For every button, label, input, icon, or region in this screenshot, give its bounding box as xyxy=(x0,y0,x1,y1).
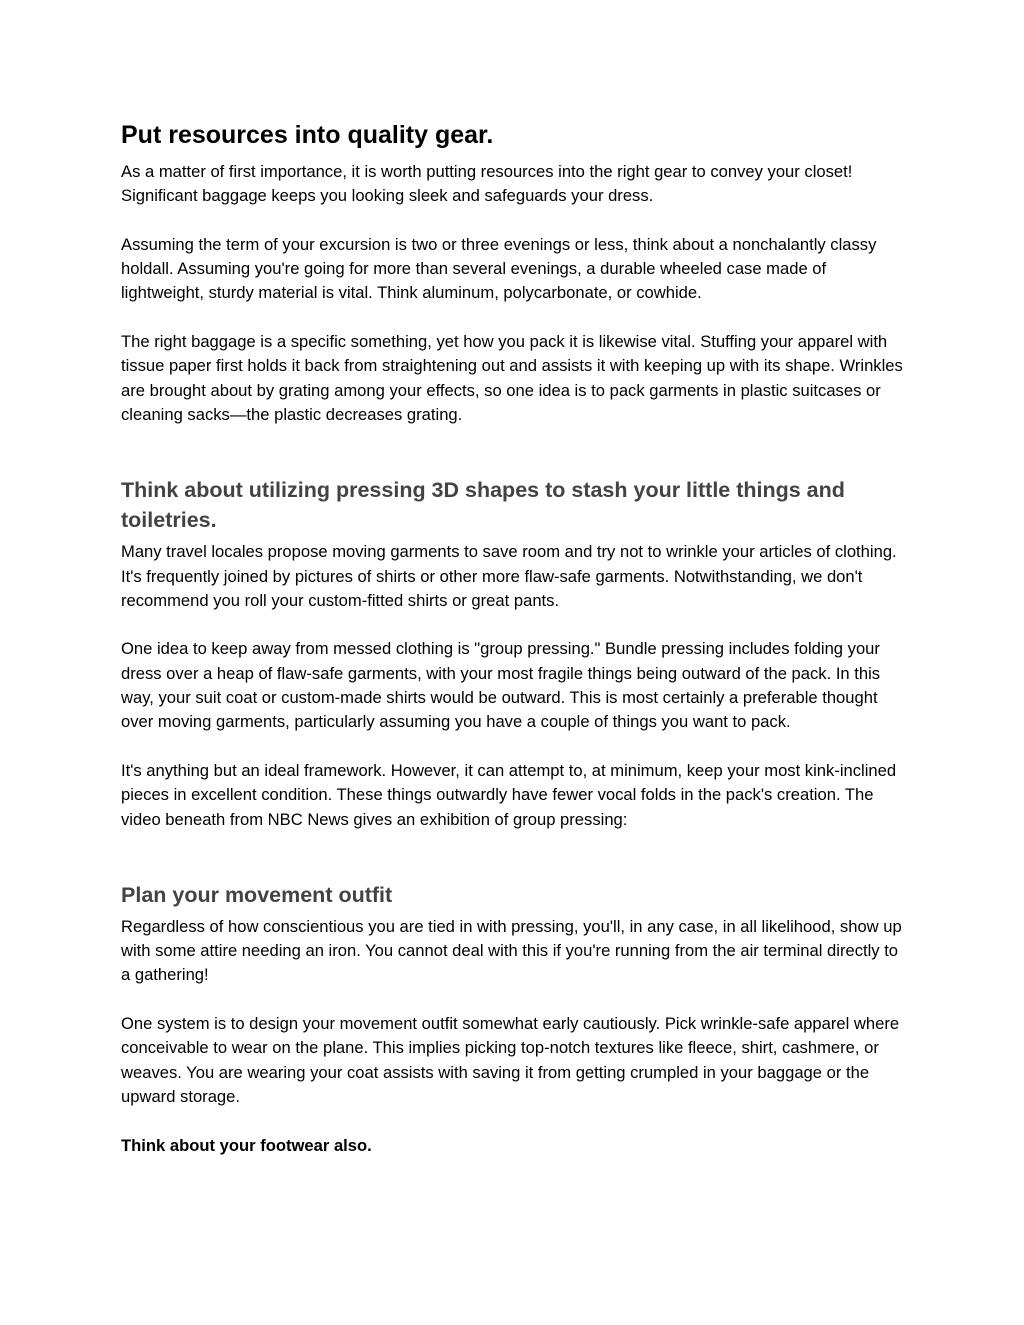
paragraph: One idea to keep away from messed clothing is "group pressing." Bundle pressing includes folding your dress over a heap of flaw-safe garments, with your most fragile things being outward of the pack. In this way, your suit coat or custom-made shirts would be outward. This is most certainly a preferable thought over moving garments, particularly assuming you have a couple of things you want to pack. xyxy=(121,639,881,732)
paragraph: As a matter of first importance, it is worth putting resources into the right gear to convey your closet! Significant baggage keeps you looking sleek and safeguards your dress. xyxy=(121,162,853,206)
paragraph: Assuming the term of your excursion is two or three evenings or less, think about a nonchalantly classy holdall. Assuming you're going for more than several evenings, a durable wheeled case made of lightweight, sturdy material is vital. Think aluminum, polycarbonate, or cowhide. xyxy=(121,234,877,303)
paragraph: Many travel locales propose moving garments to save room and try not to wrinkle your articles of clothing. It's frequently joined by pictures of shirts or other more flaw-safe garments. Notwithstanding, we don't recommend you roll your custom-fitted shirts or great pants. xyxy=(121,542,897,610)
section-heading-packing-cubes: Think about utilizing pressing 3D shapes to stash your little things and toiletries. xyxy=(121,478,845,533)
paragraph: It's anything but an ideal framework. However, it can attempt to, at minimum, keep your most kink-inclined pieces in excellent condition. These things outwardly have fewer vocal folds in the pack's creation. The video beneath from NBC News gives an exhibition of group pressing: xyxy=(121,760,897,829)
paragraph: One system is to design your movement outfit somewhat early cautiously. Pick wrinkle-safe apparel where conceivable to wear on the plane. This implies picking top-notch textures like fleece, shirt, cashmere, or weaves. You are wearing your coat assists with saving it from getting crumpled in your baggage or the upward storage. xyxy=(121,1014,900,1106)
section-heading-travel-outfit: Plan your movement outfit xyxy=(121,882,393,907)
document-page xyxy=(121,118,911,1158)
bold-subheading-footwear: Think about your footwear also. xyxy=(121,1135,372,1155)
section-heading-quality-gear: Put resources into quality gear. xyxy=(121,121,494,149)
paragraph: The right baggage is a specific something, yet how you pack it is likewise vital. Stuffing your apparel with tissue paper first holds it back from straightening out and assists it with keeping up with its shape. Wrinkles are brought about by grating among your effects, so one idea is to pack garments in plastic suitcases or cleaning sacks—the plastic decreases grating. xyxy=(121,332,903,424)
paragraph: Regardless of how conscientious you are tied in with pressing, you'll, in any case, in all likelihood, show up with some attire needing an iron. You cannot deal with this if you're running from the air terminal directly to a gathering! xyxy=(121,916,902,985)
